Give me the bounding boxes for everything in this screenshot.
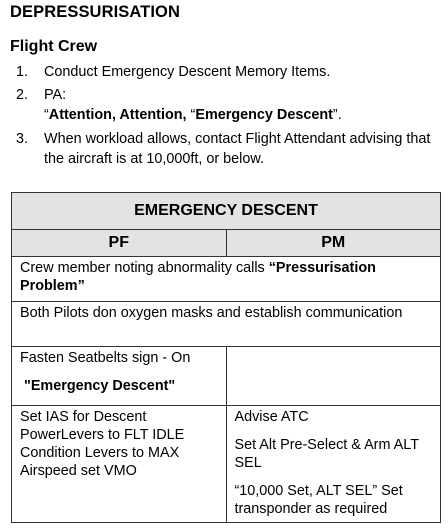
seatbelt-action: Fasten Seatbelts sign - On — [20, 350, 191, 366]
pm-action: “10,000 Set, ALT SEL” Set transponder as required — [234, 483, 403, 517]
table-row: Both Pilots don oxygen masks and establish communication — [12, 302, 441, 347]
table-cell-pf — [12, 347, 227, 406]
section-heading: Flight Crew — [10, 38, 98, 55]
column-header-pm: PM — [226, 230, 441, 257]
pa-call-emergency: Emergency Descent — [195, 107, 333, 123]
descent-callout: "Emergency Descent" — [24, 378, 176, 394]
step-number: 2. — [16, 87, 29, 103]
table-row — [12, 257, 441, 302]
pf-action: Condition Levers to MAX — [20, 445, 180, 461]
pf-action: PowerLevers to FLT IDLE — [20, 427, 185, 443]
column-header-pf: PF — [12, 230, 227, 257]
step-text: PA: “Attention, Attention, “Emergency Descent”. — [44, 87, 342, 123]
table-cell-pf — [12, 406, 227, 523]
step-text: Conduct Emergency Descent Memory Items. — [44, 64, 331, 80]
step-text: When workload allows, contact Flight Attendant advising that the aircraft is at 10,000ft, or below. — [44, 131, 431, 167]
pa-label: PA: — [44, 87, 67, 103]
pressurisation-callout: “Pressurisation Problem” — [20, 260, 376, 294]
pf-action: Set IAS for Descent — [20, 409, 147, 425]
emergency-descent-table — [11, 192, 441, 523]
pm-action: Set Alt Pre-Select & Arm ALT SEL — [234, 437, 419, 471]
table-cell-pm — [226, 347, 441, 406]
step-number: 1. — [16, 64, 29, 80]
pf-action: Airspeed set VMO — [20, 463, 137, 479]
abnormality-text: Crew member noting abnormality calls — [20, 260, 269, 276]
table-cell-pm — [226, 406, 441, 523]
page-title: DEPRESSURISATION — [10, 3, 180, 21]
pa-call-attention: Attention, Attention, — [48, 107, 187, 123]
step-number: 3. — [16, 131, 29, 147]
table-title: EMERGENCY DESCENT — [12, 193, 441, 230]
pm-action: Advise ATC — [234, 409, 309, 425]
